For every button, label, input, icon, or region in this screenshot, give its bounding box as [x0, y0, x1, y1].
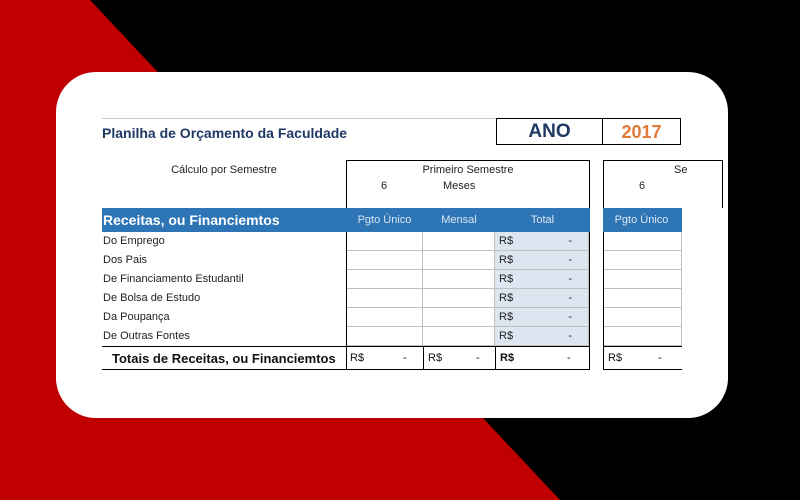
totals-label: Totais de Receitas, ou Financiemtos: [112, 351, 336, 366]
row-label: Dos Pais: [103, 254, 148, 266]
cell-mensal[interactable]: [423, 270, 495, 289]
section-header-title: Receitas, ou Financiemtos: [103, 212, 280, 228]
year-value-cell[interactable]: 2017: [602, 118, 681, 145]
cell-sem2-pgto-unico[interactable]: [604, 289, 682, 308]
content-card: [56, 72, 728, 418]
row-label: Da Poupança: [103, 311, 170, 323]
cell-value: -: [568, 273, 572, 285]
cell-value: -: [568, 330, 572, 342]
grid-right-border: [589, 232, 590, 370]
col-header-sem2-pgto-unico: Pgto Único: [614, 214, 669, 226]
semester2-title: Se: [674, 164, 688, 176]
totals-divider: [423, 347, 424, 369]
cell-mensal[interactable]: [423, 251, 495, 270]
sheet-title: Planilha de Orçamento da Faculdade: [102, 125, 348, 141]
cell-sem2-pgto-unico[interactable]: [604, 270, 682, 289]
cell-sem2-pgto-unico[interactable]: [604, 308, 682, 327]
totals-total-value[interactable]: -: [567, 352, 571, 364]
cell-total[interactable]: [495, 289, 589, 308]
year-label-cell[interactable]: ANO: [496, 118, 603, 145]
row-label: Do Emprego: [103, 235, 165, 247]
spreadsheet: [102, 118, 688, 374]
cell-pgto-unico[interactable]: [347, 251, 423, 270]
currency-symbol: R$: [499, 292, 514, 304]
cell-pgto-unico[interactable]: [347, 327, 423, 346]
currency-symbol: R$: [499, 273, 514, 285]
totals-sem2-value[interactable]: -: [658, 352, 662, 364]
row-label: De Outras Fontes: [103, 330, 190, 342]
cell-total[interactable]: [495, 327, 589, 346]
cell-pgto-unico[interactable]: [347, 289, 423, 308]
semester1-months-count[interactable]: 6: [381, 180, 388, 192]
row-label: De Bolsa de Estudo: [103, 292, 201, 304]
totals-divider: [495, 347, 496, 369]
cell-mensal[interactable]: [423, 327, 495, 346]
currency-symbol: R$: [499, 311, 514, 323]
totals-pgto-value[interactable]: -: [403, 352, 407, 364]
cell-value: -: [568, 292, 572, 304]
totals-sem2-bottom-border: [603, 369, 682, 370]
totals-sem2-currency: R$: [608, 352, 623, 364]
totals-mensal-value[interactable]: -: [476, 352, 480, 364]
cell-pgto-unico[interactable]: [347, 232, 423, 251]
cell-total[interactable]: [495, 308, 589, 327]
cell-mensal[interactable]: [423, 232, 495, 251]
cell-value: -: [568, 311, 572, 323]
col-header-mensal: Mensal: [441, 214, 477, 226]
col-header-total: Total: [530, 214, 555, 226]
cell-total[interactable]: [495, 232, 589, 251]
cell-mensal[interactable]: [423, 289, 495, 308]
cell-total[interactable]: [495, 270, 589, 289]
title-top-border: [102, 118, 496, 119]
totals-mensal-currency: R$: [428, 352, 443, 364]
cell-value: -: [568, 235, 572, 247]
cell-value: -: [568, 254, 572, 266]
header-gap: [590, 208, 603, 232]
calc-per-semester-label: Cálculo por Semestre: [171, 164, 277, 176]
totals-pgto-currency: R$: [350, 352, 365, 364]
semester1-months-label: Meses: [443, 180, 476, 192]
cell-pgto-unico[interactable]: [347, 270, 423, 289]
cell-pgto-unico[interactable]: [347, 308, 423, 327]
currency-symbol: R$: [499, 330, 514, 342]
currency-symbol: R$: [499, 235, 514, 247]
cell-sem2-pgto-unico[interactable]: [604, 251, 682, 270]
cell-sem2-pgto-unico[interactable]: [604, 327, 682, 346]
col-header-pgto-unico: Pgto Único: [357, 214, 412, 226]
semester1-header: [346, 160, 590, 208]
cell-mensal[interactable]: [423, 308, 495, 327]
cell-sem2-pgto-unico[interactable]: [604, 232, 682, 251]
semester1-title: Primeiro Semestre: [422, 164, 514, 176]
row-label: De Financiamento Estudantil: [103, 273, 244, 285]
cell-total[interactable]: [495, 251, 589, 270]
currency-symbol: R$: [499, 254, 514, 266]
totals-total-currency: R$: [500, 352, 515, 364]
semester2-months-count[interactable]: 6: [639, 180, 646, 192]
semester2-header: [603, 160, 723, 208]
totals-top-border: [102, 346, 590, 347]
